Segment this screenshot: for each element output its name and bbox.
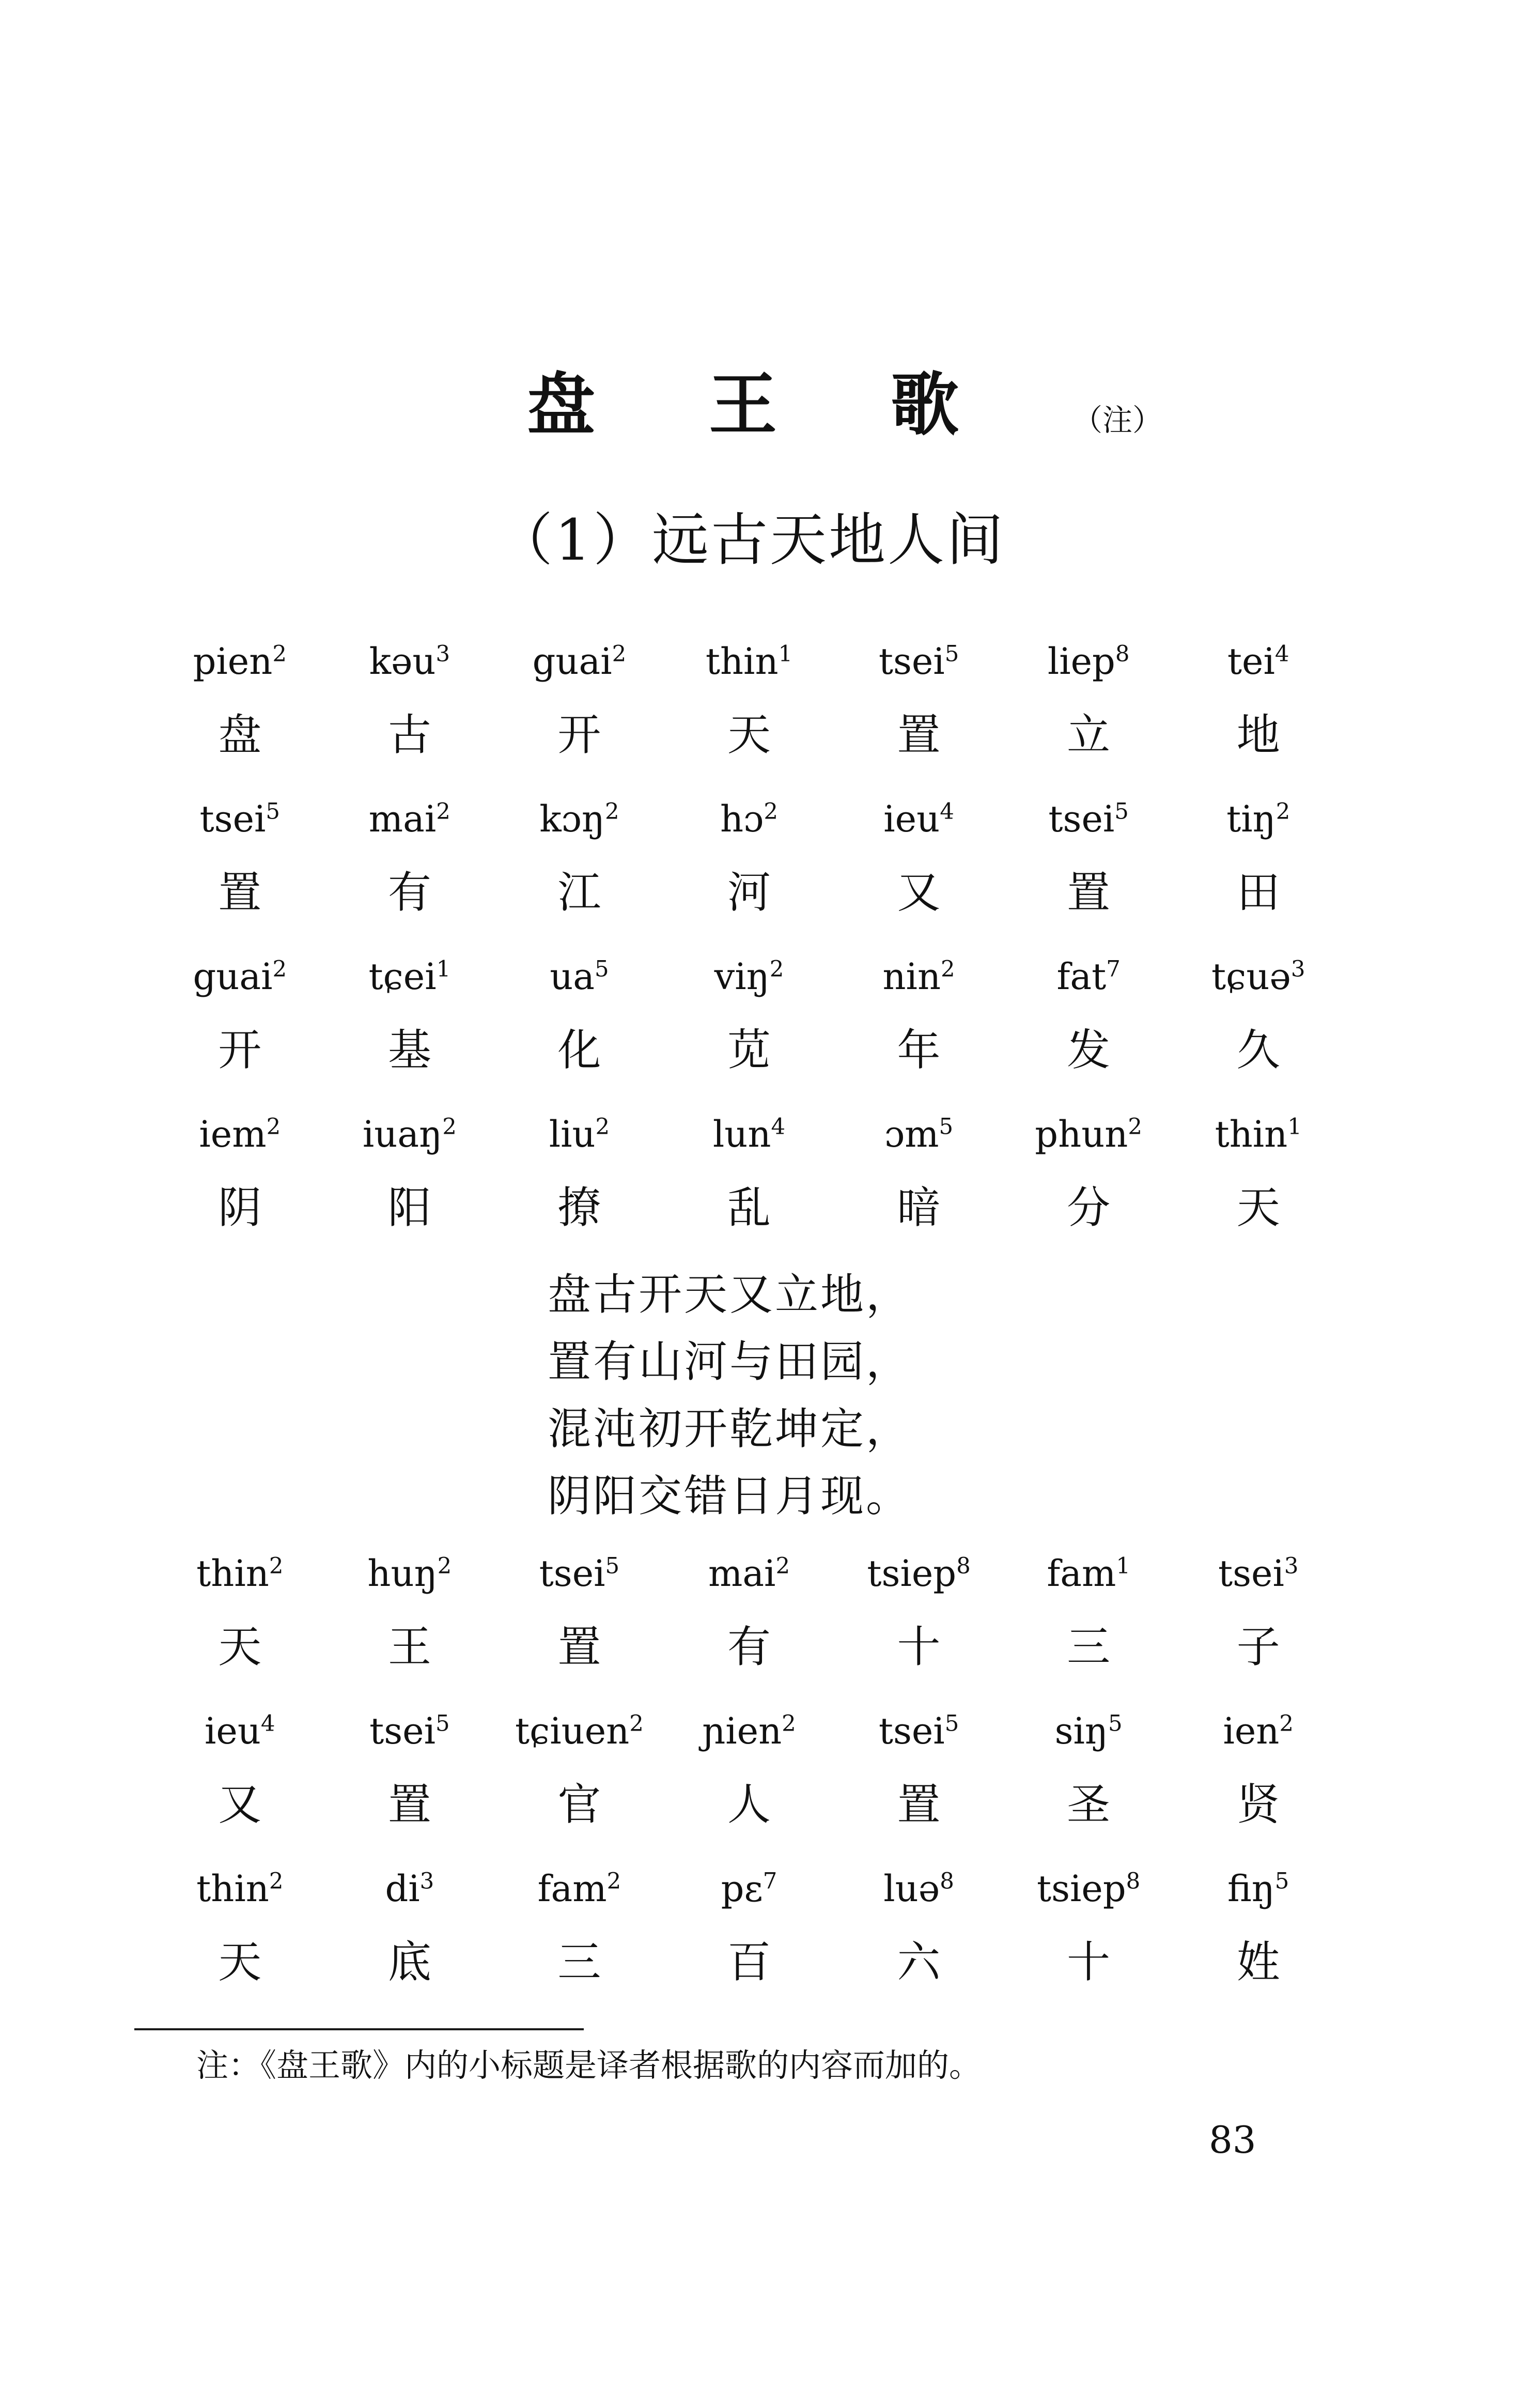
syllable-cell: [494, 1552, 664, 1713]
tone-number: 2: [1128, 1114, 1142, 1140]
romanization-syllable: tsei: [1048, 798, 1115, 840]
hanzi-character: 阳: [387, 1182, 431, 1233]
romanization: [196, 1552, 284, 1607]
romanization: [1047, 640, 1130, 695]
tone-number: 5: [1108, 1710, 1123, 1737]
syllable-cell: [325, 1113, 495, 1274]
syllable-cell: [664, 1552, 834, 1713]
translation-line: 混沌初开乾坤定，: [548, 1403, 912, 1454]
romanization: [1047, 1552, 1130, 1607]
tone-number: 5: [1274, 1868, 1289, 1894]
romanization: [712, 1113, 786, 1168]
tone-number: 2: [266, 1114, 281, 1140]
romanization-syllable: tsiep: [1036, 1868, 1126, 1910]
hanzi-character: 天: [727, 709, 771, 760]
syllable-cell: [494, 1113, 664, 1274]
tone-number: 2: [269, 1553, 284, 1579]
hanzi-character: 开: [557, 709, 601, 760]
romanization: [369, 1710, 450, 1765]
tone-number: 2: [436, 798, 450, 825]
hanzi-character: 有: [727, 1622, 771, 1672]
romanization-syllable: fat: [1056, 955, 1107, 998]
romanization: [532, 640, 627, 695]
romanization: [193, 640, 287, 695]
syllable-cell: [664, 1710, 834, 1871]
syllable-cell: [834, 1868, 1004, 2028]
romanization: [1227, 640, 1289, 695]
tone-number: 5: [435, 1710, 450, 1737]
romanization: [867, 1552, 971, 1607]
hanzi-character: 王: [387, 1622, 431, 1672]
romanization-syllable: tɕiuen: [515, 1710, 630, 1752]
romanization-syllable: thin: [1215, 1113, 1288, 1155]
romanization: [1056, 955, 1121, 1010]
tone-number: 1: [778, 641, 793, 667]
syllable-cell: [664, 798, 834, 959]
tone-number: 8: [940, 1868, 954, 1894]
syllable-cell: [1173, 1710, 1343, 1871]
footnote-divider: [134, 2028, 584, 2030]
romanization-syllable: di: [385, 1868, 420, 1910]
tone-number: 2: [769, 956, 784, 982]
syllable-cell: [1004, 640, 1174, 801]
verse-line: [155, 1113, 1343, 1274]
tone-number: 4: [940, 798, 954, 825]
syllable-cell: [664, 1868, 834, 2028]
tone-number: 2: [612, 641, 627, 667]
translation-line: 盘古开天又立地，: [548, 1269, 912, 1320]
verse-line: [155, 1552, 1343, 1713]
romanization-syllable: fam: [537, 1868, 607, 1910]
tone-number: 5: [1114, 798, 1129, 825]
romanization-syllable: siŋ: [1054, 1710, 1109, 1752]
romanization-syllable: ɔm: [884, 1113, 939, 1155]
romanization: [369, 640, 450, 695]
hanzi-character: 天: [1236, 1182, 1280, 1233]
syllable-cell: [155, 640, 325, 801]
romanization: [199, 798, 281, 853]
syllable-cell: [1004, 1868, 1174, 2028]
stanza-1: [155, 640, 1343, 1274]
hanzi-character: 阴: [218, 1182, 262, 1233]
syllable-cell: [494, 955, 664, 1116]
romanization-syllable: ɲien: [702, 1710, 782, 1752]
tone-number: 2: [764, 798, 778, 825]
romanization: [702, 1710, 796, 1765]
syllable-cell: [494, 640, 664, 801]
romanization-syllable: iuaŋ: [362, 1113, 443, 1155]
hanzi-character: 开: [218, 1025, 262, 1075]
romanization-syllable: tɕei: [368, 955, 437, 998]
romanization: [515, 1710, 644, 1765]
verse-line: [155, 640, 1343, 801]
romanization-syllable: thin: [196, 1868, 269, 1910]
romanization: [537, 1868, 621, 1922]
tone-number: 7: [763, 1868, 777, 1894]
verse-line: [155, 798, 1343, 959]
syllable-cell: [155, 798, 325, 959]
tone-number: 2: [604, 798, 619, 825]
romanization: [708, 1552, 790, 1607]
syllable-cell: [1173, 955, 1343, 1116]
romanization: [199, 1113, 281, 1168]
romanization-syllable: kəu: [369, 640, 436, 683]
syllable-cell: [325, 798, 495, 959]
romanization: [368, 955, 451, 1010]
stanza-2: [155, 1552, 1343, 2028]
romanization: [714, 955, 784, 1010]
title-char: 歌: [891, 365, 959, 445]
romanization-syllable: tsei: [369, 1710, 435, 1752]
syllable-cell: [325, 1710, 495, 1871]
hanzi-character: 圣: [1067, 1779, 1111, 1830]
syllable-cell: [155, 955, 325, 1116]
hanzi-character: 三: [557, 1937, 601, 1987]
syllable-cell: [834, 955, 1004, 1116]
tone-number: 5: [595, 956, 609, 982]
romanization-syllable: tsei: [878, 1710, 945, 1752]
romanization-syllable: fam: [1047, 1552, 1116, 1595]
syllable-cell: [1173, 1868, 1343, 2028]
tone-number: 2: [1279, 1710, 1294, 1737]
hanzi-character: 乱: [727, 1182, 771, 1233]
romanization-syllable: thin: [196, 1552, 269, 1595]
hanzi-character: 天: [218, 1622, 262, 1672]
syllable-cell: [155, 1552, 325, 1713]
romanization-syllable: tsei: [539, 1552, 605, 1595]
tone-number: 2: [442, 1114, 457, 1140]
hanzi-character: 久: [1236, 1025, 1280, 1075]
romanization-syllable: tsiep: [867, 1552, 957, 1595]
tone-number: 1: [436, 956, 451, 982]
romanization: [367, 1552, 452, 1607]
hanzi-character: 置: [897, 1779, 941, 1830]
romanization-syllable: tei: [1227, 640, 1275, 683]
romanization: [550, 955, 609, 1010]
tone-number: 4: [771, 1114, 786, 1140]
romanization-syllable: lun: [712, 1113, 771, 1155]
hanzi-character: 分: [1067, 1182, 1111, 1233]
verse-line: [155, 955, 1343, 1116]
syllable-cell: [664, 1113, 834, 1274]
romanization: [884, 1113, 954, 1168]
syllable-cell: [494, 798, 664, 959]
page-number: 83: [1209, 2118, 1256, 2162]
romanization: [883, 798, 954, 853]
romanization-syllable: tɕuə: [1211, 955, 1291, 998]
tone-number: 5: [939, 1114, 954, 1140]
hanzi-character: 贤: [1236, 1779, 1280, 1830]
romanization-syllable: guai: [532, 640, 612, 683]
translation-block: [548, 1261, 1013, 1530]
romanization: [196, 1868, 284, 1922]
tone-number: 5: [266, 798, 281, 825]
romanization: [1226, 798, 1290, 853]
tone-number: 2: [775, 1553, 790, 1579]
hanzi-character: 撩: [557, 1182, 601, 1233]
tone-number: 3: [1284, 1553, 1299, 1579]
romanization-syllable: fiŋ: [1227, 1868, 1275, 1910]
hanzi-character: 暗: [897, 1182, 941, 1233]
tone-number: 2: [629, 1710, 644, 1737]
translation-line: 置有山河与田园，: [548, 1336, 912, 1387]
title-char: 王: [709, 365, 777, 445]
translation-line: 阴阳交错日月现。: [548, 1471, 912, 1521]
hanzi-character: 基: [387, 1025, 431, 1075]
hanzi-character: 置: [897, 709, 941, 760]
tone-number: 2: [941, 956, 955, 982]
tone-number: 2: [437, 1553, 452, 1579]
syllable-cell: [1173, 798, 1343, 959]
hanzi-character: 发: [1067, 1025, 1111, 1075]
tone-number: 1: [1116, 1553, 1130, 1579]
tone-number: 2: [272, 641, 287, 667]
hanzi-character: 又: [218, 1779, 262, 1830]
syllable-cell: [494, 1868, 664, 2028]
hanzi-character: 置: [1067, 867, 1111, 918]
romanization-syllable: pien: [193, 640, 273, 683]
hanzi-character: 有: [387, 867, 431, 918]
verse-line: [155, 1868, 1343, 2028]
tone-number: 5: [944, 641, 959, 667]
tone-number: 3: [435, 641, 450, 667]
hanzi-character: 又: [897, 867, 941, 918]
hanzi-character: 年: [897, 1025, 941, 1075]
romanization-syllable: thin: [705, 640, 779, 683]
syllable-cell: [155, 1868, 325, 2028]
footnote: 注：《盘王歌》内的小标题是译者根据歌的内容而加的。: [196, 2046, 982, 2084]
syllable-cell: [1004, 955, 1174, 1116]
tone-number: 3: [1290, 956, 1305, 982]
romanization-syllable: liu: [549, 1113, 596, 1155]
romanization: [205, 1710, 275, 1765]
romanization: [1035, 1113, 1142, 1168]
title-note-marker: （注）: [1072, 403, 1163, 438]
tone-number: 8: [956, 1553, 971, 1579]
tone-number: 4: [1274, 641, 1289, 667]
romanization: [705, 640, 793, 695]
syllable-cell: [664, 640, 834, 801]
syllable-cell: [155, 1113, 325, 1274]
romanization: [882, 955, 955, 1010]
syllable-cell: [325, 1868, 495, 2028]
romanization-syllable: iem: [199, 1113, 267, 1155]
hanzi-character: 姓: [1236, 1937, 1280, 1987]
syllable-cell: [155, 1710, 325, 1871]
hanzi-character: 江: [557, 867, 601, 918]
romanization-syllable: ieu: [883, 798, 940, 840]
romanization: [721, 1868, 777, 1922]
syllable-cell: [1173, 640, 1343, 801]
romanization-syllable: luə: [883, 1868, 940, 1910]
romanization: [1218, 1552, 1299, 1607]
syllable-cell: [494, 1710, 664, 1871]
syllable-cell: [834, 1552, 1004, 1713]
romanization-syllable: pɛ: [721, 1868, 763, 1910]
tone-number: 3: [419, 1868, 434, 1894]
hanzi-character: 十: [1067, 1937, 1111, 1987]
syllable-cell: [1173, 1113, 1343, 1274]
hanzi-character: 苋: [727, 1025, 771, 1075]
syllable-cell: [834, 1113, 1004, 1274]
section-subtitle: （1）远古天地人间: [496, 507, 1005, 573]
hanzi-character: 子: [1236, 1622, 1280, 1672]
romanization-syllable: tiŋ: [1226, 798, 1276, 840]
syllable-cell: [325, 640, 495, 801]
romanization-syllable: mai: [368, 798, 437, 840]
hanzi-character: 人: [727, 1779, 771, 1830]
romanization: [720, 798, 778, 853]
hanzi-character: 田: [1236, 867, 1280, 918]
tone-number: 2: [606, 1868, 621, 1894]
tone-number: 4: [260, 1710, 275, 1737]
tone-number: 2: [269, 1868, 284, 1894]
romanization-syllable: nin: [882, 955, 941, 998]
romanization: [1054, 1710, 1123, 1765]
romanization-syllable: tsei: [878, 640, 945, 683]
tone-number: 7: [1106, 956, 1121, 982]
romanization: [385, 1868, 434, 1922]
romanization-syllable: huŋ: [367, 1552, 438, 1595]
tone-number: 2: [272, 956, 287, 982]
romanization: [1048, 798, 1129, 853]
romanization: [1223, 1710, 1294, 1765]
tone-number: 8: [1126, 1868, 1141, 1894]
hanzi-character: 十: [897, 1622, 941, 1672]
tone-number: 2: [595, 1114, 610, 1140]
hanzi-character: 置: [218, 867, 262, 918]
romanization-syllable: ieu: [205, 1710, 261, 1752]
syllable-cell: [1004, 1552, 1174, 1713]
romanization: [539, 1552, 620, 1607]
syllable-cell: [834, 1710, 1004, 1871]
romanization: [1211, 955, 1305, 1010]
syllable-cell: [834, 798, 1004, 959]
tone-number: 2: [1275, 798, 1290, 825]
romanization: [362, 1113, 457, 1168]
romanization: [1227, 1868, 1289, 1922]
romanization-syllable: liep: [1047, 640, 1115, 683]
romanization-syllable: viŋ: [714, 955, 770, 998]
romanization: [1036, 1868, 1141, 1922]
romanization: [883, 1868, 954, 1922]
romanization: [549, 1113, 610, 1168]
syllable-cell: [1004, 1710, 1174, 1871]
romanization-syllable: kɔŋ: [539, 798, 605, 840]
romanization-syllable: tsei: [199, 798, 266, 840]
hanzi-character: 化: [557, 1025, 601, 1075]
tone-number: 5: [605, 1553, 620, 1579]
romanization-syllable: mai: [708, 1552, 776, 1595]
hanzi-character: 地: [1236, 709, 1280, 760]
romanization-syllable: ien: [1223, 1710, 1280, 1752]
romanization-syllable: tsei: [1218, 1552, 1284, 1595]
romanization-syllable: guai: [193, 955, 273, 998]
hanzi-character: 立: [1067, 709, 1111, 760]
tone-number: 5: [944, 1710, 959, 1737]
syllable-cell: [1173, 1552, 1343, 1713]
tone-number: 8: [1115, 641, 1130, 667]
hanzi-character: 官: [557, 1779, 601, 1830]
hanzi-character: 三: [1067, 1622, 1111, 1672]
title-char: 盘: [527, 365, 595, 445]
romanization-syllable: ua: [550, 955, 595, 998]
verse-line: [155, 1710, 1343, 1871]
romanization: [193, 955, 287, 1010]
romanization: [878, 640, 959, 695]
hanzi-character: 置: [387, 1779, 431, 1830]
hanzi-character: 盘: [218, 709, 262, 760]
romanization: [368, 798, 450, 853]
syllable-cell: [325, 955, 495, 1116]
hanzi-character: 百: [727, 1937, 771, 1987]
romanization: [878, 1710, 959, 1765]
hanzi-character: 置: [557, 1622, 601, 1672]
syllable-cell: [1004, 798, 1174, 959]
syllable-cell: [1004, 1113, 1174, 1274]
hanzi-character: 底: [387, 1937, 431, 1987]
romanization-syllable: hɔ: [720, 798, 764, 840]
romanization: [539, 798, 619, 853]
hanzi-character: 河: [727, 867, 771, 918]
romanization-syllable: phun: [1035, 1113, 1128, 1155]
hanzi-character: 六: [897, 1937, 941, 1987]
tone-number: 2: [782, 1710, 796, 1737]
syllable-cell: [325, 1552, 495, 1713]
tone-number: 1: [1287, 1114, 1302, 1140]
hanzi-character: 天: [218, 1937, 262, 1987]
syllable-cell: [834, 640, 1004, 801]
page-title: [527, 351, 1163, 445]
romanization: [1215, 1113, 1302, 1168]
syllable-cell: [664, 955, 834, 1116]
hanzi-character: 古: [387, 709, 431, 760]
